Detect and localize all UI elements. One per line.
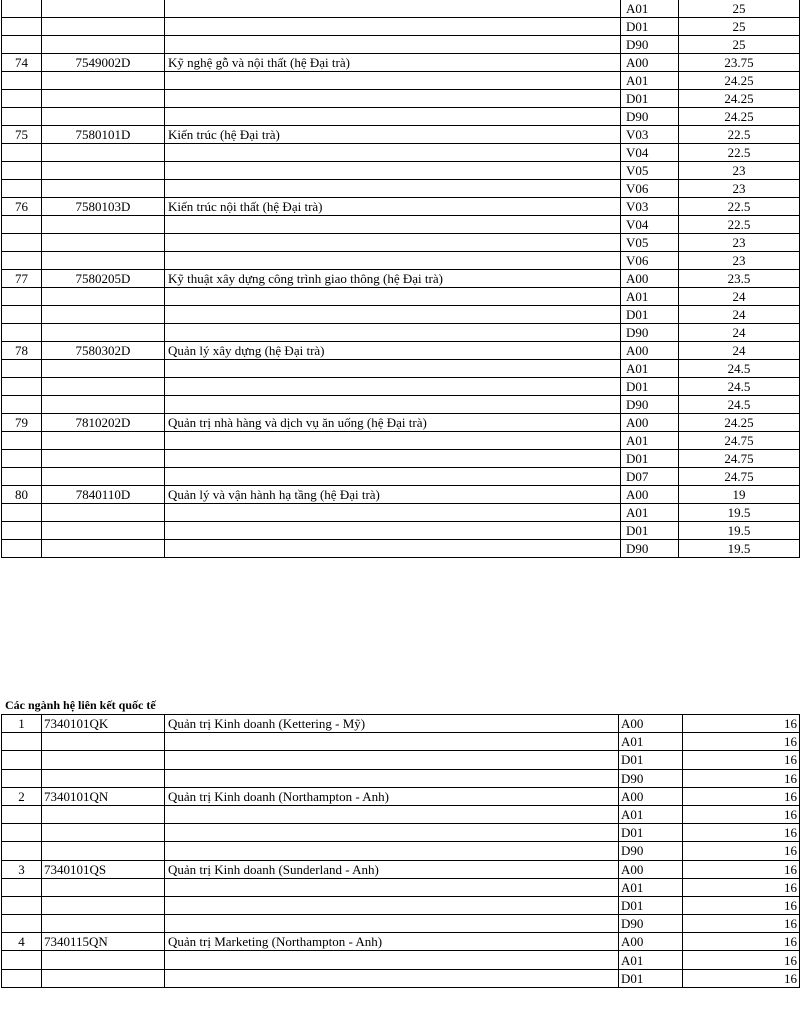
table-row — [2, 0, 800, 18]
program-name-cell: Kiến trúc nội thất (hệ Đại trà) — [165, 198, 621, 216]
subject-block-cell: V03 — [621, 126, 679, 144]
admission-score-cell: 25 — [679, 36, 800, 54]
table-row — [2, 216, 800, 234]
program-name-cell — [165, 522, 621, 540]
program-code-cell: 7580103D — [42, 198, 165, 216]
row-number-cell — [2, 180, 42, 198]
subject-block-cell: D01 — [621, 522, 679, 540]
program-name-cell — [165, 72, 621, 90]
admission-score-cell: 24 — [679, 342, 800, 360]
row-number-cell — [2, 450, 42, 468]
table-row — [2, 842, 800, 860]
row-number-cell — [2, 805, 42, 823]
row-number-cell: 78 — [2, 342, 42, 360]
row-number-cell: 3 — [2, 860, 42, 878]
admission-score-cell: 19.5 — [679, 504, 800, 522]
subject-block-cell: V05 — [621, 162, 679, 180]
program-name-cell — [165, 180, 621, 198]
program-code-cell: 7340101QN — [42, 787, 165, 805]
program-code-cell — [42, 805, 165, 823]
subject-block-cell: A00 — [621, 54, 679, 72]
admission-score-cell: 16 — [683, 896, 800, 914]
program-code-cell — [42, 824, 165, 842]
subject-block-cell: V05 — [621, 234, 679, 252]
table-row — [2, 414, 800, 432]
program-code-cell — [42, 878, 165, 896]
row-number-cell — [2, 144, 42, 162]
row-number-cell — [2, 951, 42, 969]
program-code-cell: 7340101QK — [42, 715, 165, 733]
admission-score-cell: 23.75 — [679, 54, 800, 72]
subject-block-cell: D90 — [621, 36, 679, 54]
program-name-cell: Quản trị Kinh doanh (Kettering - Mỹ) — [165, 715, 619, 733]
admission-score-cell: 24 — [679, 324, 800, 342]
admission-score-cell: 24.25 — [679, 108, 800, 126]
program-name-cell — [165, 915, 619, 933]
program-code-cell — [42, 288, 165, 306]
table-row — [2, 306, 800, 324]
program-code-cell — [42, 450, 165, 468]
table-row — [2, 951, 800, 969]
subject-block-cell: V06 — [621, 252, 679, 270]
subject-block-cell: D01 — [619, 751, 683, 769]
program-name-cell — [165, 824, 619, 842]
program-name-cell — [165, 90, 621, 108]
admission-score-cell: 16 — [683, 969, 800, 987]
admission-score-cell: 22.5 — [679, 198, 800, 216]
admission-score-cell: 24.75 — [679, 432, 800, 450]
admission-score-cell: 16 — [683, 715, 800, 733]
admission-score-cell: 16 — [683, 878, 800, 896]
program-code-cell — [42, 234, 165, 252]
program-code-cell — [42, 324, 165, 342]
program-name-cell — [165, 951, 619, 969]
subject-block-cell: A01 — [619, 951, 683, 969]
table-row — [2, 896, 800, 914]
program-code-cell — [42, 72, 165, 90]
program-name-cell: Quản lý và vận hành hạ tầng (hệ Đại trà) — [165, 486, 621, 504]
program-name-cell — [165, 306, 621, 324]
row-number-cell — [2, 18, 42, 36]
table-row — [2, 933, 800, 951]
subject-block-cell: A01 — [619, 878, 683, 896]
table-row — [2, 126, 800, 144]
subject-block-cell: D01 — [621, 306, 679, 324]
subject-block-cell: A01 — [619, 733, 683, 751]
row-number-cell — [2, 108, 42, 126]
row-number-cell — [2, 824, 42, 842]
subject-block-cell: A01 — [621, 360, 679, 378]
program-code-cell — [42, 144, 165, 162]
table-row — [2, 522, 800, 540]
program-name-cell: Kiến trúc (hệ Đại trà) — [165, 126, 621, 144]
subject-block-cell: D01 — [621, 90, 679, 108]
row-number-cell: 77 — [2, 270, 42, 288]
program-name-cell — [165, 733, 619, 751]
admission-score-cell: 23 — [679, 162, 800, 180]
table-row — [2, 252, 800, 270]
row-number-cell — [2, 751, 42, 769]
admission-score-cell: 19.5 — [679, 522, 800, 540]
program-code-cell: 7340101QS — [42, 860, 165, 878]
program-code-cell — [42, 468, 165, 486]
row-number-cell — [2, 234, 42, 252]
program-code-cell — [42, 432, 165, 450]
subject-block-cell: A00 — [619, 787, 683, 805]
admission-score-cell: 24 — [679, 306, 800, 324]
row-number-cell — [2, 468, 42, 486]
row-number-cell: 80 — [2, 486, 42, 504]
program-code-cell: 7340115QN — [42, 933, 165, 951]
subject-block-cell: D90 — [621, 108, 679, 126]
program-code-cell: 7810202D — [42, 414, 165, 432]
table-row — [2, 504, 800, 522]
row-number-cell: 1 — [2, 715, 42, 733]
subject-block-cell: A00 — [621, 270, 679, 288]
subject-block-cell: D01 — [621, 18, 679, 36]
subject-block-cell: A01 — [621, 72, 679, 90]
program-code-cell — [42, 216, 165, 234]
admission-score-cell: 16 — [683, 842, 800, 860]
program-name-cell: Quản trị nhà hàng và dịch vụ ăn uống (hệ Đại trà) — [165, 414, 621, 432]
table-row — [2, 915, 800, 933]
row-number-cell — [2, 540, 42, 558]
table-row — [2, 144, 800, 162]
admission-score-cell: 24.25 — [679, 90, 800, 108]
admission-score-cell: 24.25 — [679, 414, 800, 432]
admission-score-cell: 16 — [683, 951, 800, 969]
program-code-cell — [42, 842, 165, 860]
program-name-cell — [165, 751, 619, 769]
table-row — [2, 270, 800, 288]
admission-score-cell: 22.5 — [679, 144, 800, 162]
table-row — [2, 198, 800, 216]
subject-block-cell: D90 — [619, 842, 683, 860]
program-name-cell — [165, 324, 621, 342]
row-number-cell — [2, 969, 42, 987]
program-name-cell: Kỹ nghệ gỗ và nội thất (hệ Đại trà) — [165, 54, 621, 72]
subject-block-cell: A00 — [621, 486, 679, 504]
program-code-cell — [42, 769, 165, 787]
row-number-cell — [2, 162, 42, 180]
row-number-cell — [2, 216, 42, 234]
program-code-cell: 7580101D — [42, 126, 165, 144]
program-name-cell: Quản trị Marketing (Northampton - Anh) — [165, 933, 619, 951]
admission-score-cell: 24.75 — [679, 450, 800, 468]
admission-score-cell: 22.5 — [679, 216, 800, 234]
program-name-cell — [165, 432, 621, 450]
subject-block-cell: A00 — [621, 342, 679, 360]
admission-score-cell: 16 — [683, 933, 800, 951]
subject-block-cell: D01 — [619, 824, 683, 842]
table-row — [2, 860, 800, 878]
program-name-cell: Quản lý xây dựng (hệ Đại trà) — [165, 342, 621, 360]
admission-score-cell: 16 — [683, 805, 800, 823]
admission-score-cell: 19.5 — [679, 540, 800, 558]
row-number-cell — [2, 878, 42, 896]
subject-block-cell: V06 — [621, 180, 679, 198]
subject-block-cell: D90 — [621, 540, 679, 558]
row-number-cell — [2, 0, 42, 18]
row-number-cell: 2 — [2, 787, 42, 805]
subject-block-cell: D07 — [621, 468, 679, 486]
row-number-cell — [2, 915, 42, 933]
table-row — [2, 540, 800, 558]
program-code-cell — [42, 0, 165, 18]
admission-score-cell: 16 — [683, 787, 800, 805]
subject-block-cell: D01 — [621, 450, 679, 468]
row-number-cell — [2, 90, 42, 108]
admission-scores-table — [1, 0, 800, 558]
subject-block-cell: D90 — [621, 396, 679, 414]
table-row — [2, 432, 800, 450]
program-name-cell: Quản trị Kinh doanh (Sunderland - Anh) — [165, 860, 619, 878]
program-name-cell — [165, 769, 619, 787]
table-row — [2, 54, 800, 72]
subject-block-cell: D01 — [619, 969, 683, 987]
admission-score-cell: 16 — [683, 751, 800, 769]
subject-block-cell: A01 — [619, 805, 683, 823]
table-row — [2, 486, 800, 504]
program-code-cell — [42, 252, 165, 270]
admission-score-cell: 22.5 — [679, 126, 800, 144]
program-code-cell: 7580302D — [42, 342, 165, 360]
subject-block-cell: D90 — [619, 769, 683, 787]
row-number-cell: 76 — [2, 198, 42, 216]
subject-block-cell: A01 — [621, 432, 679, 450]
program-code-cell — [42, 504, 165, 522]
row-number-cell — [2, 72, 42, 90]
program-code-cell — [42, 396, 165, 414]
row-number-cell — [2, 360, 42, 378]
admission-score-cell: 23 — [679, 252, 800, 270]
program-name-cell — [165, 504, 621, 522]
program-code-cell: 7840110D — [42, 486, 165, 504]
admission-score-cell: 24.5 — [679, 396, 800, 414]
section-title: Các ngành hệ liên kết quốc tế — [5, 698, 156, 712]
row-number-cell — [2, 504, 42, 522]
table-row — [2, 90, 800, 108]
row-number-cell — [2, 36, 42, 54]
row-number-cell — [2, 733, 42, 751]
row-number-cell — [2, 769, 42, 787]
table-row — [2, 468, 800, 486]
subject-block-cell: A01 — [621, 504, 679, 522]
table-row — [2, 342, 800, 360]
admission-score-cell: 16 — [683, 860, 800, 878]
table-row — [2, 72, 800, 90]
program-code-cell — [42, 108, 165, 126]
subject-block-cell: D90 — [621, 324, 679, 342]
program-code-cell — [42, 951, 165, 969]
program-code-cell — [42, 360, 165, 378]
program-name-cell — [165, 144, 621, 162]
row-number-cell — [2, 324, 42, 342]
program-code-cell — [42, 540, 165, 558]
program-code-cell — [42, 915, 165, 933]
table-row — [2, 787, 800, 805]
program-name-cell — [165, 18, 621, 36]
row-number-cell — [2, 432, 42, 450]
program-code-cell — [42, 306, 165, 324]
program-code-cell — [42, 969, 165, 987]
program-code-cell: 7580205D — [42, 270, 165, 288]
row-number-cell — [2, 288, 42, 306]
program-name-cell — [165, 378, 621, 396]
table-row — [2, 360, 800, 378]
subject-block-cell: A00 — [619, 860, 683, 878]
table-row — [2, 36, 800, 54]
row-number-cell — [2, 306, 42, 324]
international-programs-table — [1, 714, 800, 988]
row-number-cell: 79 — [2, 414, 42, 432]
program-name-cell — [165, 842, 619, 860]
table-row — [2, 450, 800, 468]
program-name-cell — [165, 288, 621, 306]
subject-block-cell: A00 — [619, 715, 683, 733]
program-code-cell — [42, 90, 165, 108]
subject-block-cell: A01 — [621, 288, 679, 306]
program-name-cell: Quản trị Kinh doanh (Northampton - Anh) — [165, 787, 619, 805]
program-name-cell — [165, 805, 619, 823]
table-row — [2, 751, 800, 769]
table-row — [2, 162, 800, 180]
subject-block-cell: D01 — [621, 378, 679, 396]
admission-score-cell: 23 — [679, 180, 800, 198]
program-name-cell — [165, 216, 621, 234]
program-code-cell — [42, 378, 165, 396]
row-number-cell — [2, 252, 42, 270]
program-name-cell — [165, 234, 621, 252]
row-number-cell: 75 — [2, 126, 42, 144]
program-name-cell — [165, 450, 621, 468]
program-name-cell — [165, 878, 619, 896]
subject-block-cell: V04 — [621, 216, 679, 234]
table-row — [2, 733, 800, 751]
admission-score-cell: 25 — [679, 0, 800, 18]
table-row — [2, 108, 800, 126]
program-code-cell: 7549002D — [42, 54, 165, 72]
admission-score-cell: 24.25 — [679, 72, 800, 90]
admission-score-cell: 24.75 — [679, 468, 800, 486]
table-row — [2, 378, 800, 396]
admission-score-cell: 24.5 — [679, 360, 800, 378]
program-name-cell — [165, 252, 621, 270]
subject-block-cell: D90 — [619, 915, 683, 933]
international-programs-table-body — [2, 715, 800, 988]
subject-block-cell: V04 — [621, 144, 679, 162]
row-number-cell: 74 — [2, 54, 42, 72]
program-code-cell — [42, 36, 165, 54]
admission-score-cell: 23 — [679, 234, 800, 252]
subject-block-cell: V03 — [621, 198, 679, 216]
program-code-cell — [42, 751, 165, 769]
program-code-cell — [42, 162, 165, 180]
table-row — [2, 715, 800, 733]
table-row — [2, 969, 800, 987]
row-number-cell — [2, 842, 42, 860]
admission-score-cell: 16 — [683, 915, 800, 933]
program-code-cell — [42, 733, 165, 751]
admission-score-cell: 23.5 — [679, 270, 800, 288]
subject-block-cell: A01 — [621, 0, 679, 18]
program-name-cell — [165, 969, 619, 987]
program-code-cell — [42, 18, 165, 36]
admission-score-cell: 16 — [683, 733, 800, 751]
admission-score-cell: 24.5 — [679, 378, 800, 396]
program-name-cell — [165, 162, 621, 180]
admission-score-cell: 25 — [679, 18, 800, 36]
table-row — [2, 234, 800, 252]
admission-score-cell: 19 — [679, 486, 800, 504]
program-name-cell — [165, 396, 621, 414]
table-row — [2, 288, 800, 306]
program-code-cell — [42, 522, 165, 540]
table-row — [2, 396, 800, 414]
admission-score-cell: 24 — [679, 288, 800, 306]
table-row — [2, 878, 800, 896]
program-name-cell: Kỹ thuật xây dựng công trình giao thông (hệ Đại trà) — [165, 270, 621, 288]
admission-score-cell: 16 — [683, 769, 800, 787]
table-row — [2, 824, 800, 842]
program-name-cell — [165, 540, 621, 558]
admission-score-cell: 16 — [683, 824, 800, 842]
table-row — [2, 769, 800, 787]
row-number-cell: 4 — [2, 933, 42, 951]
program-name-cell — [165, 0, 621, 18]
program-name-cell — [165, 896, 619, 914]
row-number-cell — [2, 522, 42, 540]
program-code-cell — [42, 180, 165, 198]
table-row — [2, 805, 800, 823]
table-row — [2, 18, 800, 36]
program-name-cell — [165, 36, 621, 54]
program-name-cell — [165, 468, 621, 486]
program-name-cell — [165, 360, 621, 378]
program-name-cell — [165, 108, 621, 126]
row-number-cell — [2, 896, 42, 914]
table-row — [2, 180, 800, 198]
subject-block-cell: A00 — [621, 414, 679, 432]
admission-scores-table-body — [2, 0, 800, 558]
subject-block-cell: D01 — [619, 896, 683, 914]
table-row — [2, 324, 800, 342]
program-code-cell — [42, 896, 165, 914]
row-number-cell — [2, 396, 42, 414]
subject-block-cell: A00 — [619, 933, 683, 951]
row-number-cell — [2, 378, 42, 396]
